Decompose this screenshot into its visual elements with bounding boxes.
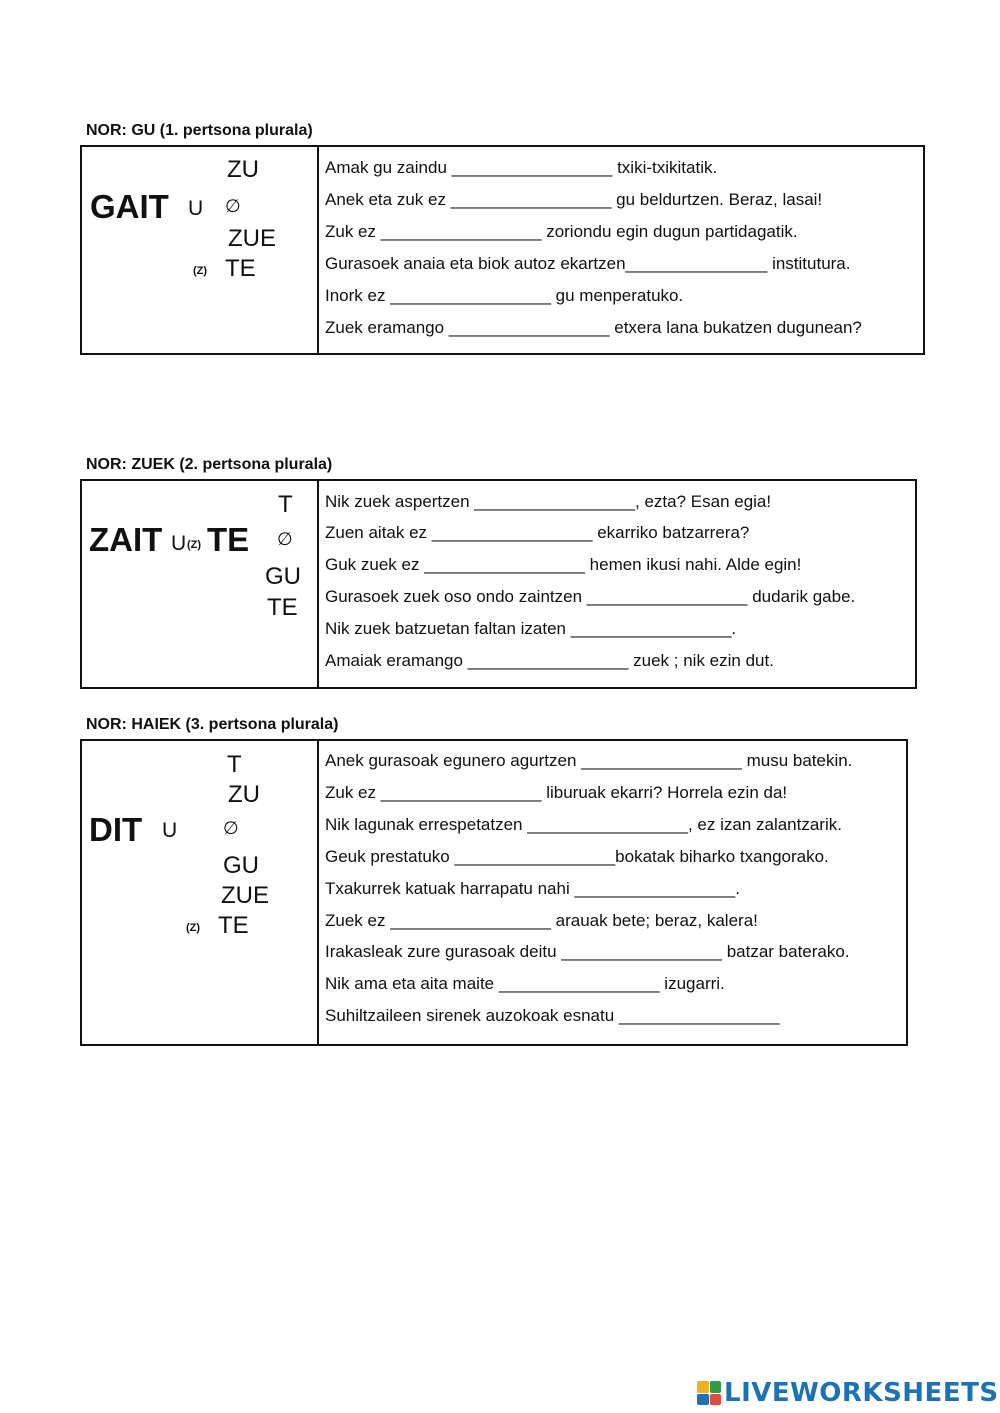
exercise-sentence[interactable]: Zuek ez _________________ arauak bete; beraz, kalera! xyxy=(325,911,758,930)
sentences-cell xyxy=(317,741,906,1044)
exercise-sentence[interactable]: Gurasoek zuek oso ondo zaintzen _________________ dudarik gabe. xyxy=(325,587,856,606)
suffix-zu: ZU xyxy=(228,781,260,808)
u-infix: U xyxy=(171,532,187,555)
conjugation-cell xyxy=(82,741,319,1044)
suffix-gu: GU xyxy=(223,852,259,879)
exercise-sentence[interactable]: Amak gu zaindu _________________ txiki-txikitatik. xyxy=(325,158,718,177)
exercise-sentence[interactable]: Anek eta zuk ez _________________ gu beldurtzen. Beraz, lasai! xyxy=(325,190,823,209)
exercise-sentence[interactable]: Geuk prestatuko _________________bokatak biharko txangorako. xyxy=(325,847,829,866)
suffix-empty: ∅ xyxy=(277,529,293,549)
exercise-sentence[interactable]: Irakasleak zure gurasoak deitu _________________ batzar baterako. xyxy=(325,942,850,961)
exercise-sentence[interactable]: Guk zuek ez _________________ hemen ikusi nahi. Alde egin! xyxy=(325,555,802,574)
exercise-sentence[interactable]: Anek gurasoak egunero agurtzen _________________ musu batekin. xyxy=(325,751,853,770)
exercise-sentence[interactable]: Zuk ez _________________ liburuak ekarri? Horrela ezin da! xyxy=(325,783,788,802)
section-3-heading: NOR: HAIEK (3. pertsona plurala) xyxy=(86,716,339,733)
logo-text: LIVEWORKSHEETS xyxy=(724,1378,999,1408)
section-2-table xyxy=(80,479,917,689)
sentences-cell xyxy=(317,147,923,353)
suffix-zu: ZU xyxy=(227,156,259,183)
suffix-te: TE xyxy=(218,912,249,939)
suffix-t: T xyxy=(227,751,242,778)
u-infix: U xyxy=(188,197,204,220)
sentences-cell xyxy=(317,481,915,687)
exercise-sentence[interactable]: Zuk ez _________________ zoriondu egin dugun partidagatik. xyxy=(325,222,798,241)
z-infix: (Z) xyxy=(187,539,202,551)
suffix-t: T xyxy=(278,491,293,518)
z-infix: (Z) xyxy=(186,922,201,934)
root-suffix-te: TE xyxy=(207,521,250,558)
exercise-sentence[interactable]: Inork ez _________________ gu menperatuko. xyxy=(325,286,684,305)
z-infix: (Z) xyxy=(193,265,208,277)
exercise-sentence[interactable]: Suhiltzaileen sirenek auzokoak esnatu _________________ xyxy=(325,1006,780,1025)
conjugation-cell xyxy=(82,147,319,353)
exercise-sentence[interactable]: Gurasoek anaia eta biok autoz ekartzen_______________ institutura. xyxy=(325,254,851,273)
section-2-heading: NOR: ZUEK (2. pertsona plurala) xyxy=(86,456,333,473)
logo-square xyxy=(710,1381,722,1393)
suffix-empty: ∅ xyxy=(223,818,239,838)
suffix-empty: ∅ xyxy=(225,196,241,216)
logo-square xyxy=(697,1394,709,1406)
suffix-zue: ZUE xyxy=(221,882,269,909)
exercise-sentence[interactable]: Txakurrek katuak harrapatu nahi _________________. xyxy=(325,879,740,898)
exercise-sentence[interactable]: Zuen aitak ez _________________ ekarriko batzarrera? xyxy=(325,523,750,542)
section-1-table xyxy=(80,145,925,355)
verb-root: DIT xyxy=(89,811,143,848)
logo-square xyxy=(697,1381,709,1393)
exercise-sentence[interactable]: Nik zuek aspertzen _________________, ezta? Esan egia! xyxy=(325,492,772,511)
section-3-table xyxy=(80,739,908,1046)
logo-square xyxy=(710,1394,722,1406)
verb-root: GAIT xyxy=(90,188,169,225)
logo-mark-icon xyxy=(697,1381,721,1405)
exercise-sentence[interactable]: Nik lagunak errespetatzen _________________, ez izan zalantzarik. xyxy=(325,815,842,834)
verb-root: ZAIT xyxy=(89,521,163,558)
exercise-sentence[interactable]: Nik zuek batzuetan faltan izaten _________________. xyxy=(325,619,737,638)
suffix-te: TE xyxy=(267,594,298,621)
suffix-gu: GU xyxy=(265,563,301,590)
exercise-sentence[interactable]: Nik ama eta aita maite _________________ izugarri. xyxy=(325,974,725,993)
section-1-heading: NOR: GU (1. pertsona plurala) xyxy=(86,122,313,139)
exercise-sentence[interactable]: Amaiak eramango _________________ zuek ; nik ezin dut. xyxy=(325,651,774,670)
suffix-zue: ZUE xyxy=(228,225,276,252)
u-infix: U xyxy=(162,819,178,842)
exercise-sentence[interactable]: Zuek eramango _________________ etxera lana bukatzen dugunean? xyxy=(325,318,862,337)
conjugation-cell xyxy=(82,481,319,687)
suffix-te: TE xyxy=(225,255,256,282)
liveworksheets-logo[interactable] xyxy=(697,1378,999,1408)
